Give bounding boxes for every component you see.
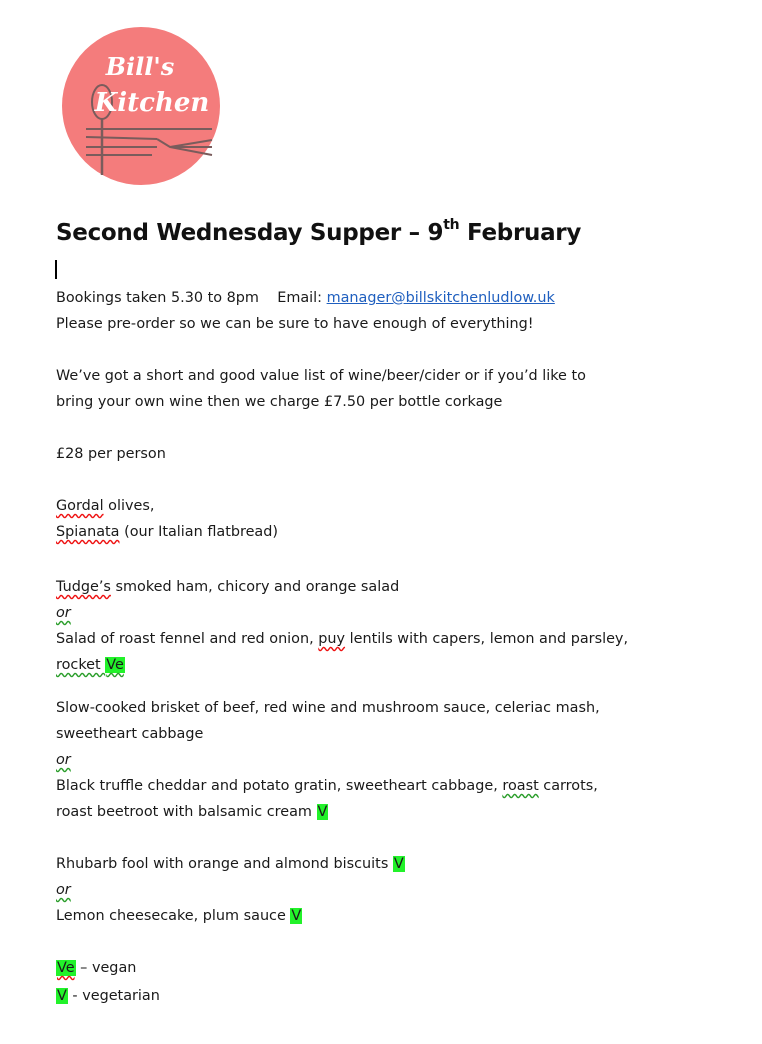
preorder-line: Please pre-order so we can be sure to have enough of everything! [56,316,534,332]
price-line: £28 per person [56,446,166,462]
bookings-line: Bookings taken 5.30 to 8pm Email: manager@billskitchenludlow.uk [56,290,555,306]
starter-option-1: Tudge’s smoked ham, chicory and orange salad [56,579,400,595]
bills-kitchen-logo [62,27,220,185]
dessert-or: or [56,882,71,898]
wine-line-2: bring your own wine then we charge £7.50 per bottle corkage [56,394,503,410]
vegetarian-badge: V [393,856,404,872]
main-option-2: Black truffle cheddar and potato gratin, sweetheart cabbage, roast carrots, [56,778,598,794]
vegetarian-badge: V [291,908,302,924]
logo-line1: Bill's [105,52,175,81]
key-vegan: Ve – vegan [57,960,137,976]
main-option-1-line2: sweetheart cabbage [56,726,204,742]
main-or: or [56,752,71,768]
dessert-option-1: Rhubarb fool with orange and almond biscuits V [56,856,404,872]
main-option-2-line2: roast beetroot with balsamic cream V [56,804,328,820]
starter-or: or [56,605,71,621]
starter-option-2: Salad of roast fennel and red onion, puy lentils with capers, lemon and parsley, [56,631,629,647]
vegetarian-badge: V [317,804,328,820]
vegan-badge: Ve [106,657,124,673]
wine-line-1: We’ve got a short and good value list of wine/beer/cider or if you’d like to [56,368,586,384]
email-link[interactable]: manager@billskitchenludlow.uk [326,290,555,306]
logo-line2: Kitchen [94,88,210,118]
dessert-option-2: Lemon cheesecake, plum sauce V [56,908,302,924]
nibble-olives: Gordal olives, [56,498,155,514]
text-cursor [55,260,57,279]
nibble-flatbread: Spianata (our Italian flatbread) [56,524,279,540]
main-option-1: Slow-cooked brisket of beef, red wine and mushroom sauce, celeriac mash, [56,700,600,716]
key-vegetarian: V - vegetarian [57,988,160,1004]
starter-option-2-line2: rocket Ve [56,657,124,673]
page-title: Second Wednesday Supper – 9th February [56,217,582,246]
